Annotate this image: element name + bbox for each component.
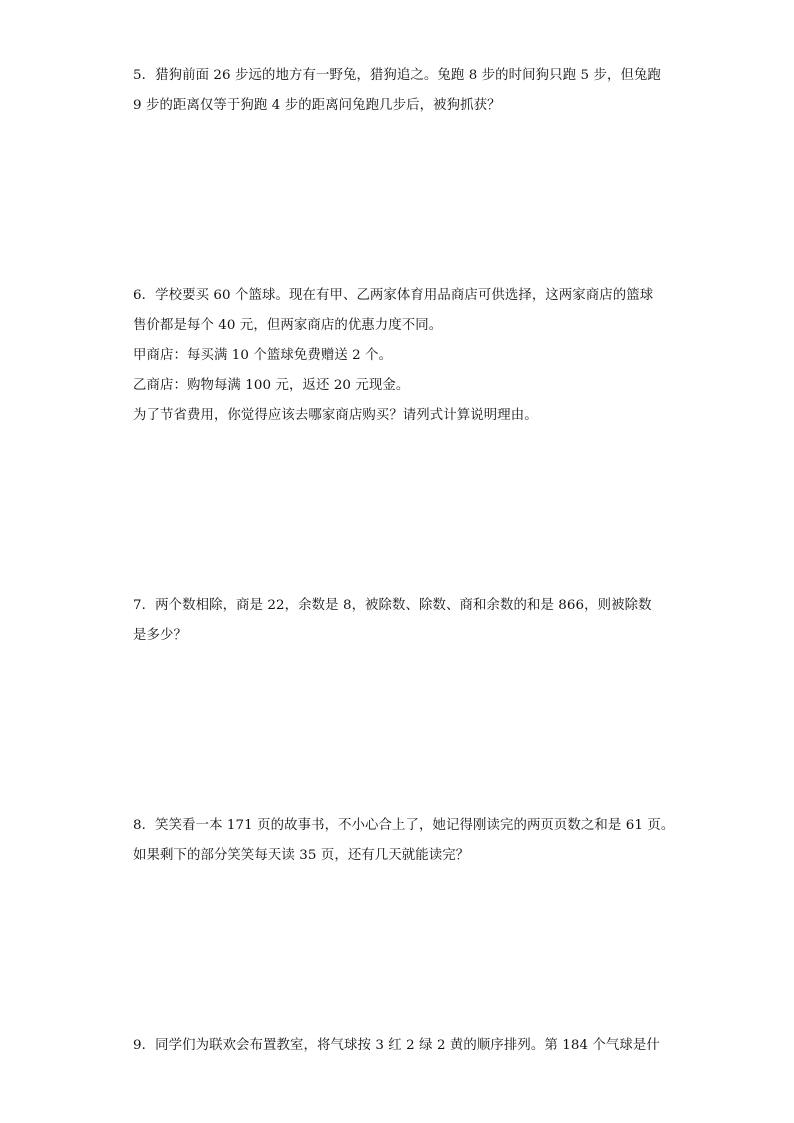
problem-7 bbox=[133, 591, 663, 651]
problem-text-line: 9．同学们为联欢会布置教室，将气球按 3 红 2 绿 2 黄的顺序排列。第 184 个气球是什 bbox=[133, 1038, 660, 1053]
problem-text-line: 如果剩下的部分笑笑每天读 35 页，还有几天就能读完？ bbox=[133, 848, 470, 863]
problem-text-line: 8．笑笑看一本 171 页的故事书，不小心合上了，她记得刚读完的两页页数之和是 61 页。 bbox=[133, 818, 675, 833]
shop-a-offer: 甲商店：每买满 10 个篮球免费赠送 2 个。 bbox=[133, 348, 393, 363]
problem-6 bbox=[133, 281, 663, 431]
problem-5 bbox=[133, 61, 663, 121]
problem-text-line: 9 步的距离仅等于狗跑 4 步的距离问兔跑几步后，被狗抓获？ bbox=[133, 98, 501, 113]
problem-text-line: 售价都是每个 40 元，但两家商店的优惠力度不同。 bbox=[133, 318, 443, 333]
problem-text-line: 是多少？ bbox=[133, 628, 187, 643]
shop-b-offer: 乙商店：购物每满 100 元，返还 20 元现金。 bbox=[133, 378, 410, 393]
problem-question: 为了节省费用，你觉得应该去哪家商店购买？请列式计算说明理由。 bbox=[133, 408, 538, 423]
problem-8 bbox=[133, 811, 675, 871]
problem-text-line: 5．猎狗前面 26 步远的地方有一野兔，猎狗追之。兔跑 8 步的时间狗只跑 5 步，但兔跑 bbox=[133, 68, 661, 83]
problem-text-line: 7．两个数相除，商是 22，余数是 8，被除数、除数、商和余数的和是 866，则被除数 bbox=[133, 598, 652, 613]
problem-9 bbox=[133, 1031, 663, 1061]
problem-text-line: 6．学校要买 60 个篮球。现在有甲、乙两家体育用品商店可供选择，这两家商店的篮球 bbox=[133, 288, 654, 303]
